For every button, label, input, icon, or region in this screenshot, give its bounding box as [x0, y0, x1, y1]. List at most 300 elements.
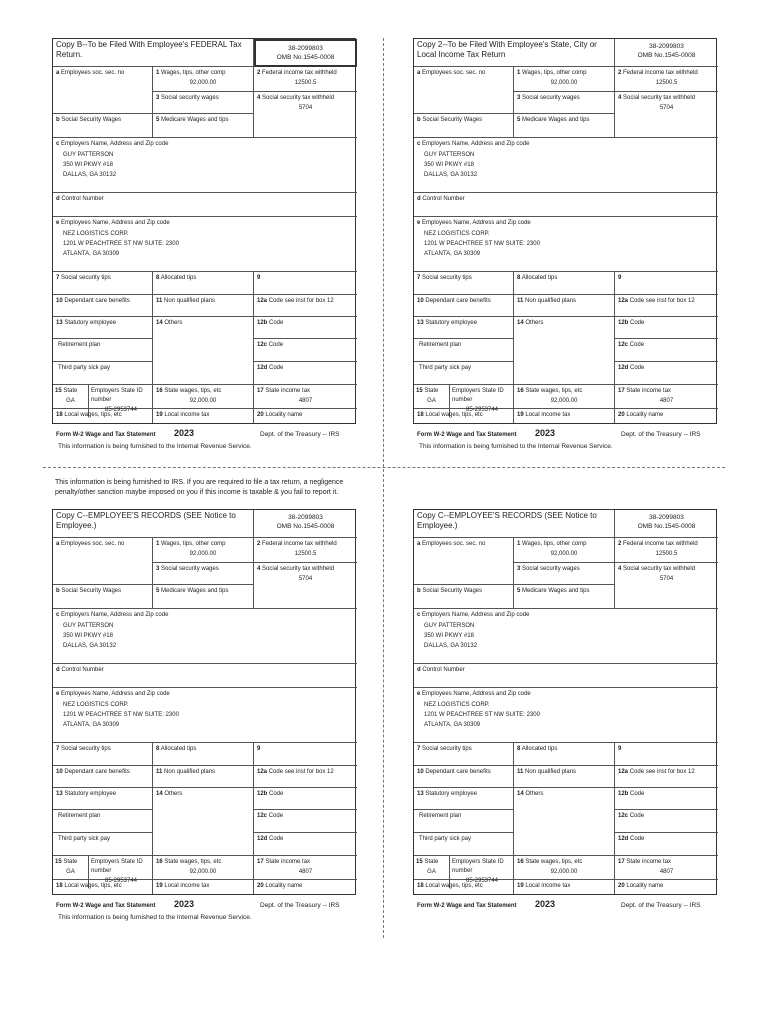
- field-text: State: [63, 388, 78, 394]
- field-text: 12b: [618, 791, 629, 797]
- box-15-state: [53, 856, 153, 884]
- vertical-cut-line: [383, 38, 384, 938]
- field-text: State wages, tips, etc: [525, 859, 583, 865]
- field-text: c: [417, 141, 421, 147]
- field-text: Others: [525, 791, 544, 797]
- box-4-ss-tax: [254, 92, 357, 138]
- field-text: Employees Name, Address and Zip code: [61, 220, 170, 226]
- field-text: c: [417, 612, 421, 618]
- employer-address-1: 350 WI PKWY #18: [63, 162, 113, 168]
- box-7-ss-tips: [414, 743, 514, 766]
- field-text: Allocated tips: [160, 275, 197, 281]
- field-text: Federal income tax withheld: [623, 541, 698, 547]
- field-text: 17: [618, 859, 625, 865]
- field-text: Retirement plan: [58, 813, 101, 819]
- field-text: Allocated tips: [521, 746, 558, 752]
- box-d-control-number: [53, 193, 357, 217]
- box-9: [615, 272, 718, 295]
- box-20-locality: [615, 880, 718, 894]
- box-c-employer: [53, 609, 357, 664]
- field-text: Code: [630, 320, 645, 326]
- field-text: Statutory employee: [64, 320, 117, 326]
- box-3-ss-wages: [153, 563, 254, 585]
- field-text: Employees Name, Address and Zip code: [61, 691, 170, 697]
- box-10-dependant-care: [53, 295, 153, 317]
- box-c-employer: [414, 609, 718, 664]
- field-text: 19: [517, 883, 524, 889]
- field-text: State: [63, 859, 78, 865]
- box-20-locality: [615, 409, 718, 423]
- omb-number: OMB No.1545-0008: [637, 52, 696, 59]
- box-13-statutory: [414, 317, 514, 339]
- field-text: Employers Name, Address and Zip code: [61, 141, 169, 147]
- box-12d: [254, 833, 357, 856]
- box-14-others: [153, 317, 254, 385]
- field-text: 12d: [257, 365, 268, 371]
- box-12d: [254, 362, 357, 385]
- field-text: 20: [618, 412, 625, 418]
- field-text: Social security wages: [161, 95, 219, 101]
- box-a-employee-ssn: [414, 67, 514, 114]
- field-text: Local income tax: [164, 412, 210, 418]
- field-text: Local income tax: [525, 883, 571, 889]
- employee-address-2: ATLANTA, GA 30309: [63, 251, 120, 257]
- box-b-ss-wages: [414, 114, 514, 138]
- w2-copy-2: [413, 38, 717, 451]
- field-text: 10: [56, 298, 63, 304]
- field-text: State wages, tips, etc: [525, 388, 583, 394]
- field-text: Medicare Wages and tips: [161, 117, 229, 123]
- treasury-dept: Dept. of the Treasury -- IRS: [260, 431, 340, 438]
- field-text: 2: [257, 70, 261, 76]
- field-text: e: [417, 220, 421, 226]
- box-11-nonqualified: [514, 295, 615, 317]
- field-text: 3: [156, 566, 160, 572]
- form-name: Form W-2 Wage and Tax Statement: [417, 903, 517, 909]
- field-text: 7: [56, 275, 60, 281]
- field-text: 13: [56, 320, 63, 326]
- state-id-value: 85-2953744: [465, 407, 499, 413]
- box-12a: [254, 766, 357, 788]
- box-2-federal-tax: [254, 67, 357, 92]
- field-text: Code: [268, 813, 284, 819]
- field-text: Others: [164, 320, 183, 326]
- field-text: 12a: [618, 298, 629, 304]
- box-11-nonqualified: [153, 766, 254, 788]
- field-text: 15: [416, 859, 423, 865]
- box-13-retirement: [414, 810, 514, 833]
- field-text: 16: [156, 388, 163, 394]
- field-text: 3: [517, 95, 521, 101]
- box-18-local-wages: [414, 409, 514, 423]
- field-text: Medicare Wages and tips: [522, 588, 590, 594]
- employer-ein: 38-2099803: [288, 514, 323, 521]
- field-text: Statutory employee: [425, 320, 478, 326]
- box-9: [254, 743, 357, 766]
- field-text: 15: [55, 859, 62, 865]
- field-text: Code: [629, 813, 645, 819]
- field-text: Local income tax: [525, 412, 571, 418]
- state-wages-value: 92,000.00: [189, 398, 217, 404]
- field-text: Code: [269, 791, 284, 797]
- box-16-state-wages: [153, 856, 254, 880]
- field-text: e: [417, 691, 421, 697]
- box-13-retirement: [414, 339, 514, 362]
- state-tax-value: 4807: [298, 398, 313, 404]
- field-text: 10: [417, 769, 424, 775]
- omb-number: OMB No.1545-0008: [637, 523, 696, 530]
- box-8-allocated-tips: [153, 272, 254, 295]
- box-c-employer: [53, 138, 357, 193]
- field-text: Employers Name, Address and Zip code: [422, 612, 530, 618]
- field-text: 15: [416, 388, 423, 394]
- field-text: Social security tax withheld: [623, 95, 696, 101]
- field-text: 18: [56, 412, 63, 418]
- employer-address-2: DALLAS, GA 30132: [63, 172, 117, 178]
- field-text: 5: [517, 117, 521, 123]
- box-d-control-number: [414, 664, 718, 688]
- field-text: d: [417, 196, 421, 202]
- field-text: 4: [618, 95, 622, 101]
- box-1-value: 92,000.00: [189, 80, 217, 86]
- field-text: Code see inst for box 12: [629, 769, 695, 775]
- treasury-dept: Dept. of the Treasury -- IRS: [621, 431, 701, 438]
- state-value: GA: [427, 869, 436, 875]
- field-text: 4: [618, 566, 622, 572]
- field-text: State income tax: [626, 859, 672, 865]
- omb-number: OMB No.1545-0008: [276, 523, 335, 530]
- box-5-medicare-wages: [514, 114, 615, 138]
- field-text: Locality name: [265, 883, 303, 889]
- field-text: 13: [56, 791, 63, 797]
- field-text: 8: [517, 275, 521, 281]
- field-text: 18: [417, 412, 424, 418]
- box-13-statutory: [414, 788, 514, 810]
- w2-grid: [413, 38, 717, 424]
- field-text: d: [417, 667, 421, 673]
- copy-title: Copy 2--To be Filed With Employee's State, City or Local Income Tax Return: [414, 39, 615, 67]
- box-e-employee: [414, 688, 718, 743]
- field-text: 4: [257, 566, 261, 572]
- field-text: 12d: [257, 836, 268, 842]
- field-text: 9: [257, 746, 261, 752]
- employee-address-1: 1201 W PEACHTREE ST NW SUITE: 2300: [63, 241, 179, 247]
- box-2-value: 12500.5: [294, 80, 317, 86]
- field-text: 10: [417, 298, 424, 304]
- employee-name: NEZ LOGISTICS CORP.: [63, 231, 129, 237]
- form-footer: [52, 428, 356, 442]
- field-text: 3: [517, 566, 521, 572]
- field-text: Third party sick pay: [419, 365, 472, 371]
- box-3-ss-wages: [514, 92, 615, 114]
- field-text: 11: [517, 298, 524, 304]
- box-19-local-tax: [514, 409, 615, 423]
- box-4-ss-tax: [615, 563, 718, 609]
- box-12a: [615, 766, 718, 788]
- box-5-medicare-wages: [514, 585, 615, 609]
- field-text: Wages, tips, other comp: [161, 70, 226, 76]
- field-text: 8: [517, 746, 521, 752]
- field-text: State: [424, 388, 439, 394]
- box-11-nonqualified: [153, 295, 254, 317]
- field-text: 16: [156, 859, 163, 865]
- field-text: 20: [257, 883, 264, 889]
- field-text: 9: [618, 746, 622, 752]
- field-text: c: [56, 612, 60, 618]
- employee-address-2: ATLANTA, GA 30309: [424, 251, 481, 257]
- field-text: 12b: [618, 320, 629, 326]
- field-text: Federal income tax withheld: [262, 70, 337, 76]
- field-text: 1: [517, 70, 521, 76]
- field-text: Employees soc. sec. no: [422, 70, 486, 76]
- field-text: Locality name: [626, 412, 664, 418]
- box-b-ss-wages: [414, 585, 514, 609]
- field-text: d: [56, 667, 60, 673]
- box-1-value: 92,000.00: [189, 551, 217, 557]
- field-text: Employers Name, Address and Zip code: [61, 612, 169, 618]
- box-13-third-party: [414, 362, 514, 385]
- field-text: 12d: [618, 836, 629, 842]
- field-text: Control Number: [422, 667, 465, 673]
- box-12b: [254, 788, 357, 810]
- field-text: 12a: [257, 298, 268, 304]
- box-20-locality: [254, 409, 357, 423]
- box-7-ss-tips: [414, 272, 514, 295]
- box-8-allocated-tips: [514, 272, 615, 295]
- ein-omb-box: [254, 39, 357, 67]
- box-12d: [615, 362, 718, 385]
- field-text: 12c: [257, 813, 268, 819]
- employer-name: GUY PATTERSON: [424, 152, 475, 158]
- field-text: Code: [630, 365, 645, 371]
- ein-omb-box: [254, 510, 357, 538]
- form-name: Form W-2 Wage and Tax Statement: [56, 903, 156, 909]
- field-text: Wages, tips, other comp: [161, 541, 226, 547]
- field-text: State: [424, 859, 439, 865]
- field-text: Federal income tax withheld: [623, 70, 698, 76]
- field-text: Wages, tips, other comp: [522, 541, 587, 547]
- form-footer: [413, 428, 717, 442]
- field-text: Employees soc. sec. no: [422, 541, 486, 547]
- box-12d: [615, 833, 718, 856]
- employer-address-2: DALLAS, GA 30132: [424, 643, 478, 649]
- box-17-state-tax: [615, 856, 718, 880]
- ein-omb-box: [615, 39, 718, 67]
- field-text: Social Security Wages: [61, 117, 122, 123]
- field-text: 12d: [618, 365, 629, 371]
- w2-copy-b: [52, 38, 356, 451]
- field-text: b: [417, 588, 421, 594]
- box-10-dependant-care: [414, 295, 514, 317]
- box-10-dependant-care: [414, 766, 514, 788]
- box-9: [615, 743, 718, 766]
- field-text: State income tax: [626, 388, 672, 394]
- box-8-allocated-tips: [153, 743, 254, 766]
- field-text: Dependant care benefits: [64, 298, 130, 304]
- box-d-control-number: [53, 664, 357, 688]
- field-text: Code: [629, 342, 645, 348]
- field-text: b: [417, 117, 421, 123]
- state-value: GA: [66, 869, 75, 875]
- employee-address-1: 1201 W PEACHTREE ST NW SUITE: 2300: [424, 241, 540, 247]
- box-19-local-tax: [153, 880, 254, 894]
- box-2-value: 12500.5: [294, 551, 317, 557]
- field-text: Locality name: [626, 883, 664, 889]
- box-12c: [254, 810, 357, 833]
- field-text: State income tax: [265, 859, 311, 865]
- field-text: Code: [269, 836, 284, 842]
- box-a-employee-ssn: [53, 538, 153, 585]
- state-id-value: 85-2953744: [465, 878, 499, 884]
- field-text: 2: [618, 541, 622, 547]
- field-text: a: [417, 70, 421, 76]
- field-text: Non qualified plans: [164, 298, 216, 304]
- field-text: Employers State ID number: [91, 859, 143, 874]
- field-text: 14: [517, 320, 524, 326]
- field-text: Dependant care benefits: [64, 769, 130, 775]
- employer-name: GUY PATTERSON: [63, 152, 114, 158]
- field-text: 17: [257, 859, 264, 865]
- box-15-state: [414, 856, 514, 884]
- field-text: Code see inst for box 12: [268, 769, 334, 775]
- field-text: Code: [630, 791, 645, 797]
- form-name: Form W-2 Wage and Tax Statement: [417, 432, 517, 438]
- box-19-local-tax: [514, 880, 615, 894]
- field-text: Social security tips: [61, 275, 111, 281]
- state-wages-value: 92,000.00: [189, 869, 217, 875]
- field-text: c: [56, 141, 60, 147]
- box-8-allocated-tips: [514, 743, 615, 766]
- box-13-third-party: [414, 833, 514, 856]
- box-b-ss-wages: [53, 114, 153, 138]
- field-text: 8: [156, 746, 160, 752]
- box-17-state-tax: [254, 385, 357, 409]
- box-5-medicare-wages: [153, 114, 254, 138]
- field-text: 19: [156, 412, 163, 418]
- field-text: Allocated tips: [521, 275, 558, 281]
- state-wages-value: 92,000.00: [550, 869, 578, 875]
- field-text: b: [56, 117, 60, 123]
- employer-name: GUY PATTERSON: [424, 623, 475, 629]
- field-text: State wages, tips, etc: [164, 859, 222, 865]
- employee-address-1: 1201 W PEACHTREE ST NW SUITE: 2300: [424, 712, 540, 718]
- ein-omb-box: [615, 510, 718, 538]
- box-12b: [615, 788, 718, 810]
- field-text: 12c: [257, 342, 268, 348]
- field-text: Dependant care benefits: [425, 298, 491, 304]
- field-text: 9: [618, 275, 622, 281]
- field-text: State wages, tips, etc: [164, 388, 222, 394]
- box-15-state: [53, 385, 153, 413]
- field-text: Employees soc. sec. no: [61, 541, 125, 547]
- field-text: 1: [156, 541, 160, 547]
- field-text: Social security tips: [61, 746, 111, 752]
- field-text: 11: [517, 769, 524, 775]
- box-4-value: 5704: [298, 576, 313, 582]
- field-text: 15: [55, 388, 62, 394]
- field-text: Social security tips: [422, 275, 472, 281]
- employee-address-2: ATLANTA, GA 30309: [63, 722, 120, 728]
- box-12a: [615, 295, 718, 317]
- field-text: Dependant care benefits: [425, 769, 491, 775]
- field-text: 5: [517, 588, 521, 594]
- copy-title: Copy C--EMPLOYEE'S RECORDS (SEE Notice to Employee.): [53, 510, 254, 538]
- employer-name: GUY PATTERSON: [63, 623, 114, 629]
- field-text: 10: [56, 769, 63, 775]
- box-16-state-wages: [153, 385, 254, 409]
- w2-grid: [413, 509, 717, 895]
- employee-name: NEZ LOGISTICS CORP.: [424, 231, 490, 237]
- state-value: GA: [66, 398, 75, 404]
- box-15-state: [414, 385, 514, 413]
- irs-furnished-note: This information is being furnished to the Internal Revenue Service.: [58, 443, 252, 450]
- field-text: 11: [156, 769, 163, 775]
- box-17-state-tax: [254, 856, 357, 880]
- field-text: 5: [156, 588, 160, 594]
- box-10-dependant-care: [53, 766, 153, 788]
- field-text: 7: [56, 746, 60, 752]
- state-wages-value: 92,000.00: [550, 398, 578, 404]
- field-text: 17: [257, 388, 264, 394]
- copy-title: Copy C--EMPLOYEE'S RECORDS (SEE Notice to Employee.): [414, 510, 615, 538]
- employee-name: NEZ LOGISTICS CORP.: [63, 702, 129, 708]
- field-text: 17: [618, 388, 625, 394]
- treasury-dept: Dept. of the Treasury -- IRS: [621, 902, 701, 909]
- field-text: Others: [525, 320, 544, 326]
- field-text: 8: [156, 275, 160, 281]
- employer-address-1: 350 WI PKWY #18: [424, 162, 474, 168]
- box-1-wages: [153, 67, 254, 92]
- field-text: Social security wages: [522, 95, 580, 101]
- box-16-state-wages: [514, 856, 615, 880]
- box-20-locality: [254, 880, 357, 894]
- box-4-value: 5704: [298, 105, 313, 111]
- box-19-local-tax: [153, 409, 254, 423]
- field-text: a: [417, 541, 421, 547]
- field-text: Social security tax withheld: [262, 566, 335, 572]
- box-4-value: 5704: [659, 576, 674, 582]
- employer-address-2: DALLAS, GA 30132: [424, 172, 478, 178]
- box-e-employee: [53, 217, 357, 272]
- box-a-employee-ssn: [53, 67, 153, 114]
- state-id-value: 85-2953744: [104, 878, 138, 884]
- field-text: 12b: [257, 791, 268, 797]
- field-text: 12c: [618, 342, 629, 348]
- field-text: Employees Name, Address and Zip code: [422, 691, 531, 697]
- field-text: 13: [417, 320, 424, 326]
- state-tax-value: 4807: [298, 869, 313, 875]
- tax-year: 2023: [174, 899, 195, 909]
- field-text: Social security wages: [522, 566, 580, 572]
- field-text: Employers State ID number: [452, 859, 504, 874]
- box-4-ss-tax: [254, 563, 357, 609]
- field-text: 12c: [618, 813, 629, 819]
- box-13-statutory: [53, 788, 153, 810]
- box-e-employee: [414, 217, 718, 272]
- tax-year: 2023: [535, 428, 556, 438]
- field-text: Employers State ID number: [452, 388, 504, 403]
- irs-furnished-note: This information is being furnished to the Internal Revenue Service.: [419, 443, 613, 450]
- field-text: Locality name: [265, 412, 303, 418]
- field-text: e: [56, 691, 60, 697]
- employer-ein: 38-2099803: [288, 45, 323, 52]
- state-tax-value: 4807: [659, 869, 674, 875]
- box-18-local-wages: [414, 880, 514, 894]
- field-text: Employers State ID number: [91, 388, 143, 403]
- box-c-employer: [414, 138, 718, 193]
- field-text: Social Security Wages: [422, 117, 483, 123]
- field-text: 16: [517, 388, 524, 394]
